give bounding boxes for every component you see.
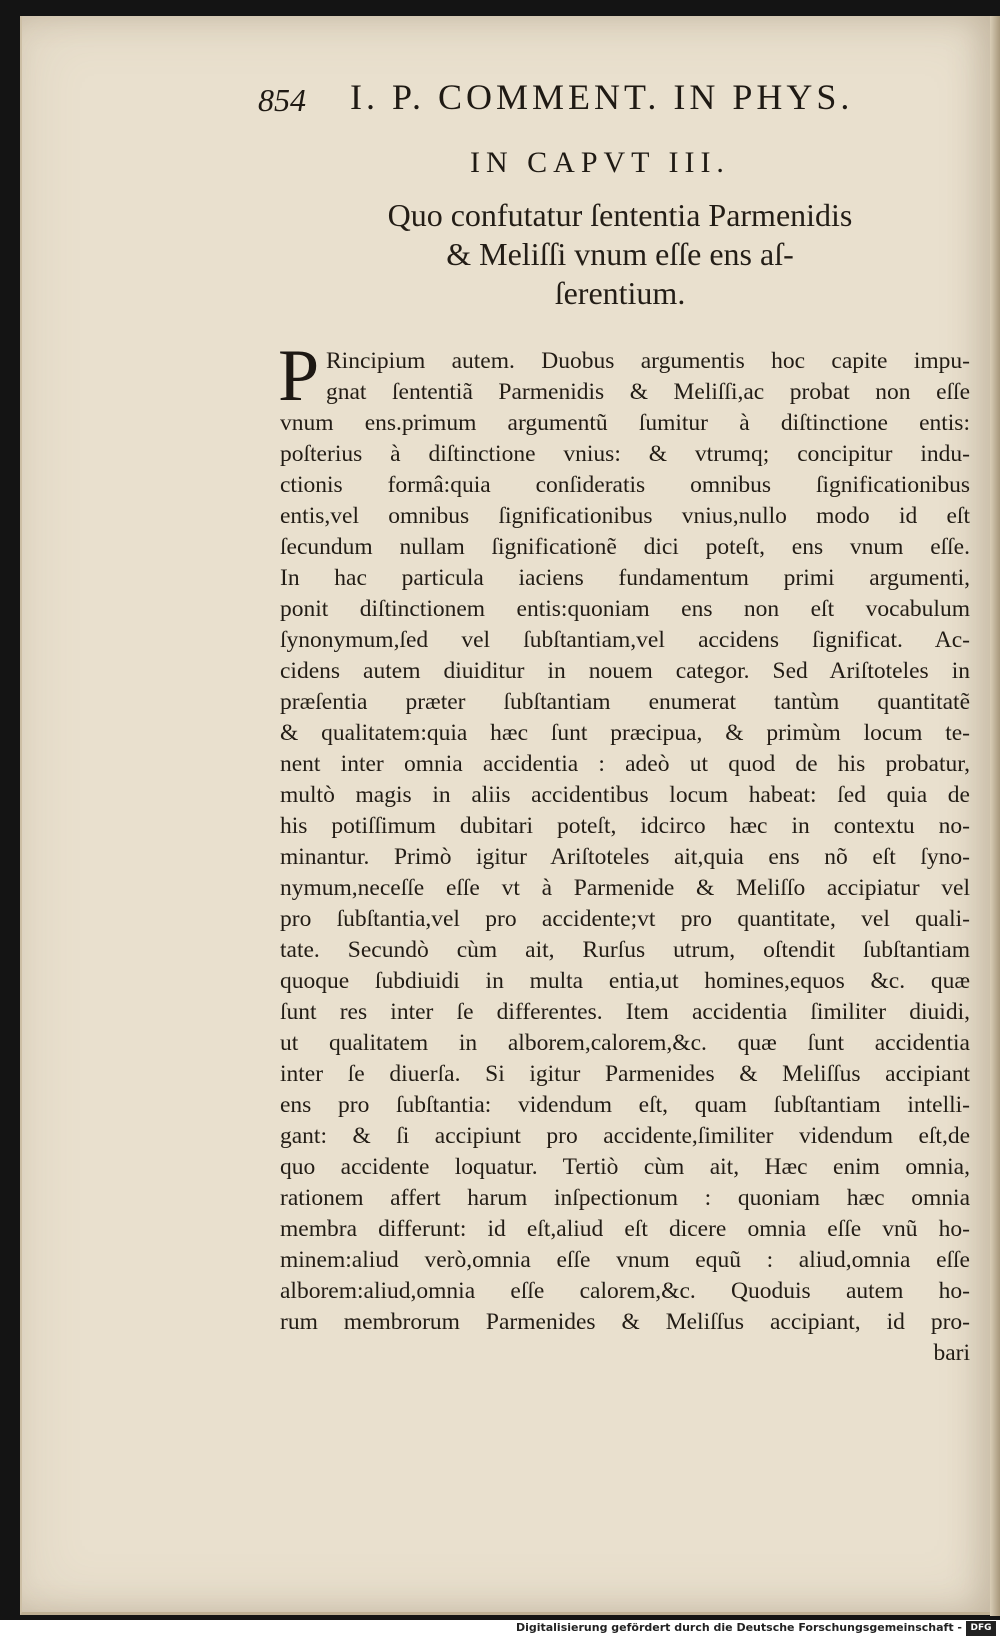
page-edge: [990, 16, 1000, 1616]
subtitle-line: Quo confutatur ſententia Parmenidis: [387, 197, 853, 233]
body-line: his potiſſimum dubitari poteſt, idcirco hæc in contextu no-: [280, 813, 970, 839]
body-line: ponit diſtinctionem entis:quoniam ens non eſt vocabulum: [280, 596, 970, 622]
body-line: entis,vel omnibus ſignificationibus vnius,nullo modo id eſt: [280, 503, 970, 529]
footer-bar: [0, 1620, 1000, 1638]
body-line: quo accidente loquatur. Tertiò cùm ait, Hæc enim omnia,: [280, 1154, 970, 1180]
body-line: ut qualitatem in alborem,calorem,&c. quæ ſunt accidentia: [280, 1030, 970, 1056]
body-line: rum membrorum Parmenides & Meliſſus accipiant, id pro-: [280, 1309, 970, 1335]
running-title: I. P. COMMENT. IN PHYS.: [350, 77, 854, 117]
chapter-subtitle: [335, 196, 905, 313]
body-line: ctionis formâ:quia conſideratis omnibus ſignificationibus: [280, 472, 970, 498]
body-line: alborem:aliud,omnia eſſe calorem,&c. Quoduis autem ho-: [280, 1278, 970, 1304]
body-line: ſynonymum,ſed vel ſubſtantiam,vel accidens ſignificat. Ac-: [280, 627, 970, 653]
drop-cap: P: [278, 335, 320, 417]
chapter-heading: IN CAPVT III.: [470, 146, 730, 179]
body-text: [278, 335, 970, 1369]
body-line: pro ſubſtantia,vel pro accidente;vt pro quantitate, vel quali-: [280, 906, 970, 932]
funding-notice: Digitalisierung gefördert durch die Deutsche Forschungsgemeinschaft -: [515, 1621, 962, 1634]
body-line: ſecundum nullam ſignificationẽ dici poteſt, ens vnum eſſe.: [280, 534, 970, 560]
body-line: gant: & ſi accipiunt pro accidente,ſimiliter videndum eſt,de: [280, 1123, 970, 1149]
body-line: gnat ſententiã Parmenidis & Meliſſi,ac probat non eſſe: [326, 379, 970, 405]
body-line: multò magis in aliis accidentibus locum habeat: ſed quia de: [280, 782, 970, 808]
subtitle-line: & Meliſſi vnum eſſe ens aſ-: [446, 236, 794, 272]
body-line: membra differunt: id eſt,aliud eſt dicere omnia eſſe vnũ ho-: [280, 1216, 970, 1242]
body-line: nent inter omnia accidentia : adeò ut quod de his probatur,: [280, 751, 970, 777]
body-line: præſentia præter ſubſtantiam enumerat tantùm quantitatẽ: [280, 689, 970, 715]
body-line: tate. Secundò cùm ait, Rurſus utrum, oſtendit ſubſtantiam: [280, 937, 970, 963]
body-line: poſterius à diſtinctione vnius: & vtrumq; concipitur indu-: [280, 441, 970, 467]
body-line: cidens autem diuiditur in nouem categor. Sed Ariſtoteles in: [280, 658, 970, 684]
body-line: ens pro ſubſtantia: videndum eſt, quam ſubſtantiam intelli-: [280, 1092, 970, 1118]
body-line: vnum ens.primum argumentũ ſumitur à diſtinctione entis:: [280, 410, 970, 436]
subtitle-line: ſerentium.: [554, 275, 686, 311]
dfg-logo: DFG: [966, 1621, 996, 1636]
body-line: minantur. Primò igitur Ariſtoteles ait,quia ens nõ eſt ſyno-: [280, 844, 970, 870]
running-head: [258, 76, 878, 126]
body-line: In hac particula iaciens fundamentum primi argumenti,: [280, 565, 970, 591]
body-line: quoque ſubdiuidi in multa entia,ut homines,equos &c. quæ: [280, 968, 970, 994]
body-line: rationem affert harum inſpectionum : quoniam hæc omnia: [280, 1185, 970, 1211]
body-line: & qualitatem:quia hæc ſunt præcipua, & primùm locum te-: [280, 720, 970, 746]
body-line: inter ſe diuerſa. Si igitur Parmenides & Meliſſus accipiant: [280, 1061, 970, 1087]
body-line: ſunt res inter ſe differentes. Item accidentia ſimiliter diuidi,: [280, 999, 970, 1025]
page-number: 854: [258, 82, 306, 118]
catchword: bari: [933, 1340, 970, 1366]
body-line: nymum,neceſſe eſſe vt à Parmenide & Meliſſo accipiatur vel: [280, 875, 970, 901]
body-line: minem:aliud verò,omnia eſſe vnum equũ : aliud,omnia eſſe: [280, 1247, 970, 1273]
body-line: Rincipium autem. Duobus argumentis hoc capite impu-: [326, 348, 970, 374]
